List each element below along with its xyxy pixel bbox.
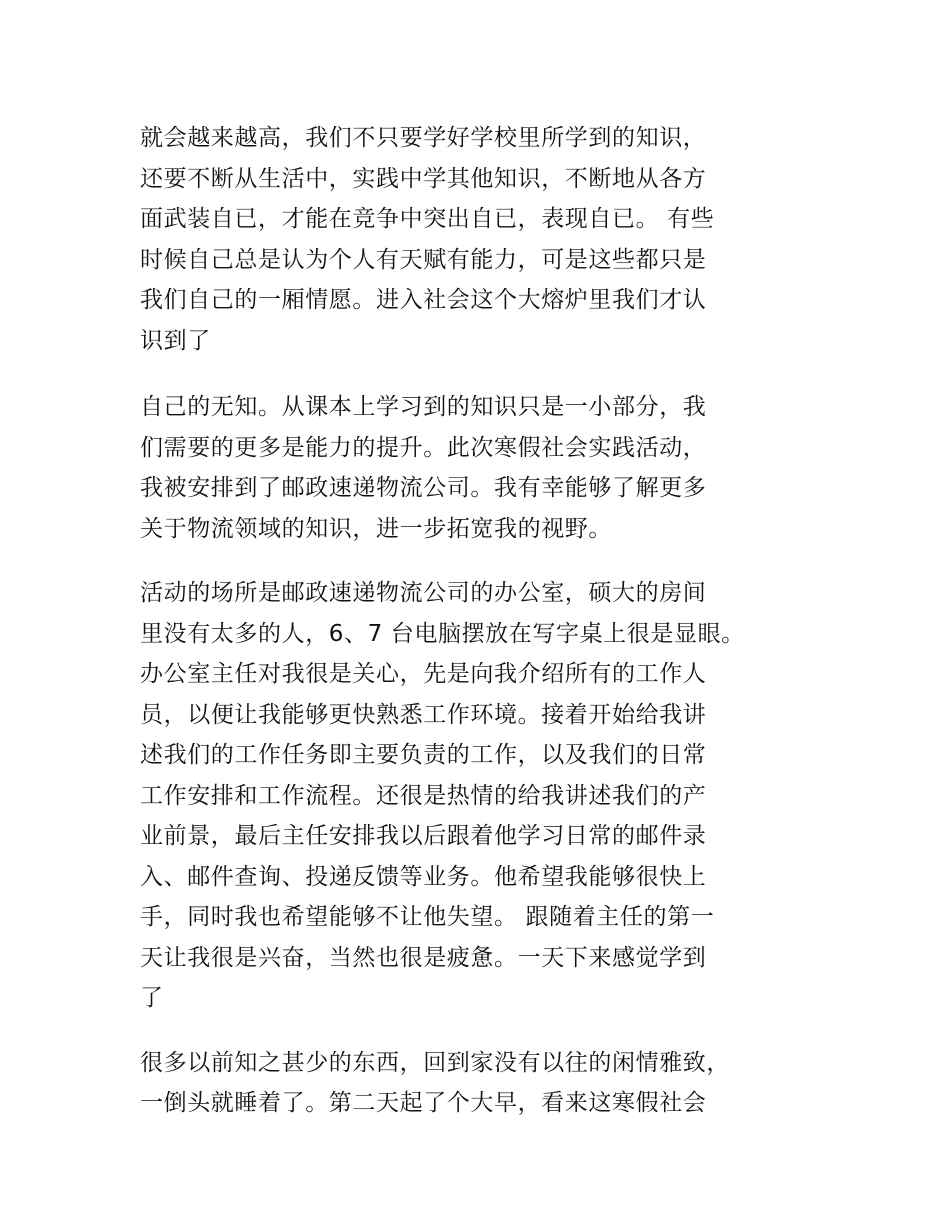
text-line: 还要不断从生活中，实践中学其他知识，不断地从各方: [140, 165, 707, 192]
text-line: 我们自己的一厢情愿。进入社会这个大熔炉里我们才认: [140, 287, 707, 313]
text-line: 时候自己总是认为个人有天赋有能力，可是这些都只是: [140, 246, 707, 273]
text-line: 一倒头就睡着了。第二天起了个大早，看来这寒假社会: [140, 1090, 707, 1116]
text-line: 述我们的工作任务即主要负责的工作，以及我们的日常: [140, 742, 707, 768]
paragraph-1: [140, 118, 810, 361]
text-line: 就会越来越高，我们不只要学好学校里所学到的知识，: [140, 125, 707, 151]
paragraph-3: [140, 573, 810, 1019]
text-line: 我被安排到了邮政速递物流公司。我有幸能够了解更多: [140, 475, 707, 501]
text-line: 业前景，最后主任安排我以后跟着他学习日常的邮件录: [140, 823, 707, 849]
paragraph-4: [140, 1043, 810, 1124]
paragraph-2: [140, 387, 810, 549]
text-line: 入、邮件查询、投递反馈等业务。他希望我能够很快上: [140, 863, 707, 890]
text-line: 工作安排和工作流程。还很是热情的给我讲述我们的产: [140, 782, 707, 809]
text-line: 自己的无知。从课本上学习到的知识只是一小部分，我: [140, 394, 707, 420]
text-line: 关于物流领域的知识，进一步拓宽我的视野。: [140, 515, 612, 542]
text-line: 很多以前知之甚少的东西，回到家没有以往的闲情雅致，: [140, 1049, 730, 1076]
document-body: [140, 118, 810, 1150]
text-line: 办公室主任对我很是关心，先是向我介绍所有的工作人: [140, 661, 707, 687]
text-line: 天让我很是兴奋，当然也很是疲惫。一天下来感觉学到: [140, 944, 707, 971]
text-line: 们需要的更多是能力的提升。此次寒假社会实践活动，: [140, 434, 707, 461]
text-line: 了: [140, 985, 164, 1011]
text-line: 员，以便让我能够更快熟悉工作环境。接着开始给我讲: [140, 701, 707, 728]
text-line: 里没有太多的人，6、7 台电脑摆放在写字桌上很是显眼。: [140, 620, 745, 647]
text-line: 活动的场所是邮政速递物流公司的办公室，硕大的房间: [140, 580, 707, 606]
text-line: 面武装自已，才能在竞争中突出自已，表现自已。 有些: [140, 206, 715, 232]
text-line: 手，同时我也希望能够不让他失望。 跟随着主任的第一: [140, 904, 715, 930]
text-line: 识到了: [140, 327, 211, 354]
